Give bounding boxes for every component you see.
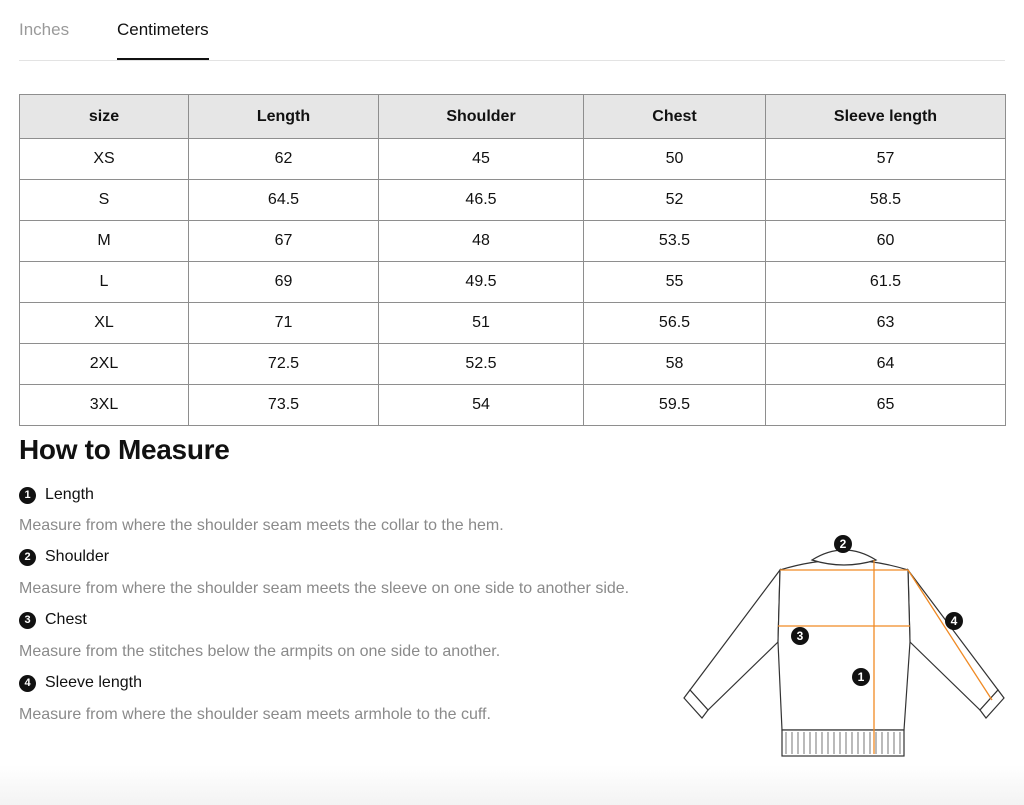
table-cell: XS	[20, 139, 189, 180]
table-row	[20, 262, 1006, 303]
svg-text:1: 1	[857, 670, 865, 684]
table-cell: 2XL	[20, 344, 189, 385]
measure-label: Chest	[45, 611, 87, 628]
header-shoulder: Shoulder	[379, 95, 584, 139]
measure-item-length	[19, 486, 94, 504]
number-3-icon: 3	[19, 612, 36, 629]
table-row	[20, 180, 1006, 221]
header-size: size	[20, 95, 189, 139]
table-cell: 56.5	[584, 303, 766, 344]
table-cell: 57	[766, 139, 1006, 180]
number-4-icon: 4	[19, 675, 36, 692]
header-length: Length	[189, 95, 379, 139]
measure-item-chest	[19, 611, 87, 629]
table-cell: 60	[766, 221, 1006, 262]
tab-centimeters[interactable]: Centimeters	[117, 18, 209, 60]
table-cell: S	[20, 180, 189, 221]
sweater-diagram	[682, 530, 1006, 762]
table-cell: 62	[189, 139, 379, 180]
table-cell: 58	[584, 344, 766, 385]
table-row	[20, 303, 1006, 344]
table-cell: L	[20, 262, 189, 303]
table-cell: 45	[379, 139, 584, 180]
table-cell: 69	[189, 262, 379, 303]
size-chart-table	[19, 94, 1006, 426]
table-cell: 73.5	[189, 385, 379, 426]
table-cell: 65	[766, 385, 1006, 426]
table-cell: 55	[584, 262, 766, 303]
table-cell: 64.5	[189, 180, 379, 221]
table-cell: 51	[379, 303, 584, 344]
unit-tabs	[19, 0, 1005, 61]
table-cell: 46.5	[379, 180, 584, 221]
number-1-icon: 1	[19, 487, 36, 504]
table-cell: 72.5	[189, 344, 379, 385]
measure-label: Length	[45, 486, 94, 503]
table-row	[20, 344, 1006, 385]
how-to-measure-title: How to Measure	[19, 434, 230, 465]
table-row	[20, 385, 1006, 426]
table-cell: 52	[584, 180, 766, 221]
table-row	[20, 139, 1006, 180]
table-cell: 67	[189, 221, 379, 262]
table-cell: 63	[766, 303, 1006, 344]
svg-text:4: 4	[950, 614, 958, 628]
table-row	[20, 221, 1006, 262]
table-cell: 71	[189, 303, 379, 344]
table-header-row	[20, 95, 1006, 139]
table-cell: M	[20, 221, 189, 262]
measure-item-sleeve-length	[19, 674, 142, 692]
number-2-icon: 2	[19, 549, 36, 566]
svg-text:2: 2	[839, 537, 847, 551]
header-sleeve-length: Sleeve length	[766, 95, 1006, 139]
table-cell: 50	[584, 139, 766, 180]
table-cell: 48	[379, 221, 584, 262]
measure-description: Measure from the stitches below the armpits on one side to another.	[19, 643, 501, 660]
bottom-fade	[0, 765, 1024, 805]
header-chest: Chest	[584, 95, 766, 139]
measure-description: Measure from where the shoulder seam meets the collar to the hem.	[19, 517, 504, 534]
table-cell: 59.5	[584, 385, 766, 426]
measure-description: Measure from where the shoulder seam meets armhole to the cuff.	[19, 706, 491, 723]
table-cell: 53.5	[584, 221, 766, 262]
table-cell: 61.5	[766, 262, 1006, 303]
measure-label: Sleeve length	[45, 674, 142, 691]
table-cell: 54	[379, 385, 584, 426]
measure-label: Shoulder	[45, 548, 110, 565]
table-cell: XL	[20, 303, 189, 344]
table-cell: 49.5	[379, 262, 584, 303]
table-cell: 52.5	[379, 344, 584, 385]
measure-item-shoulder	[19, 548, 109, 566]
measure-description: Measure from where the shoulder seam meets the sleeve on one side to another side.	[19, 580, 630, 597]
table-cell: 64	[766, 344, 1006, 385]
table-cell: 3XL	[20, 385, 189, 426]
table-cell: 58.5	[766, 180, 1006, 221]
svg-text:3: 3	[796, 629, 804, 643]
tab-inches[interactable]: Inches	[19, 20, 70, 39]
